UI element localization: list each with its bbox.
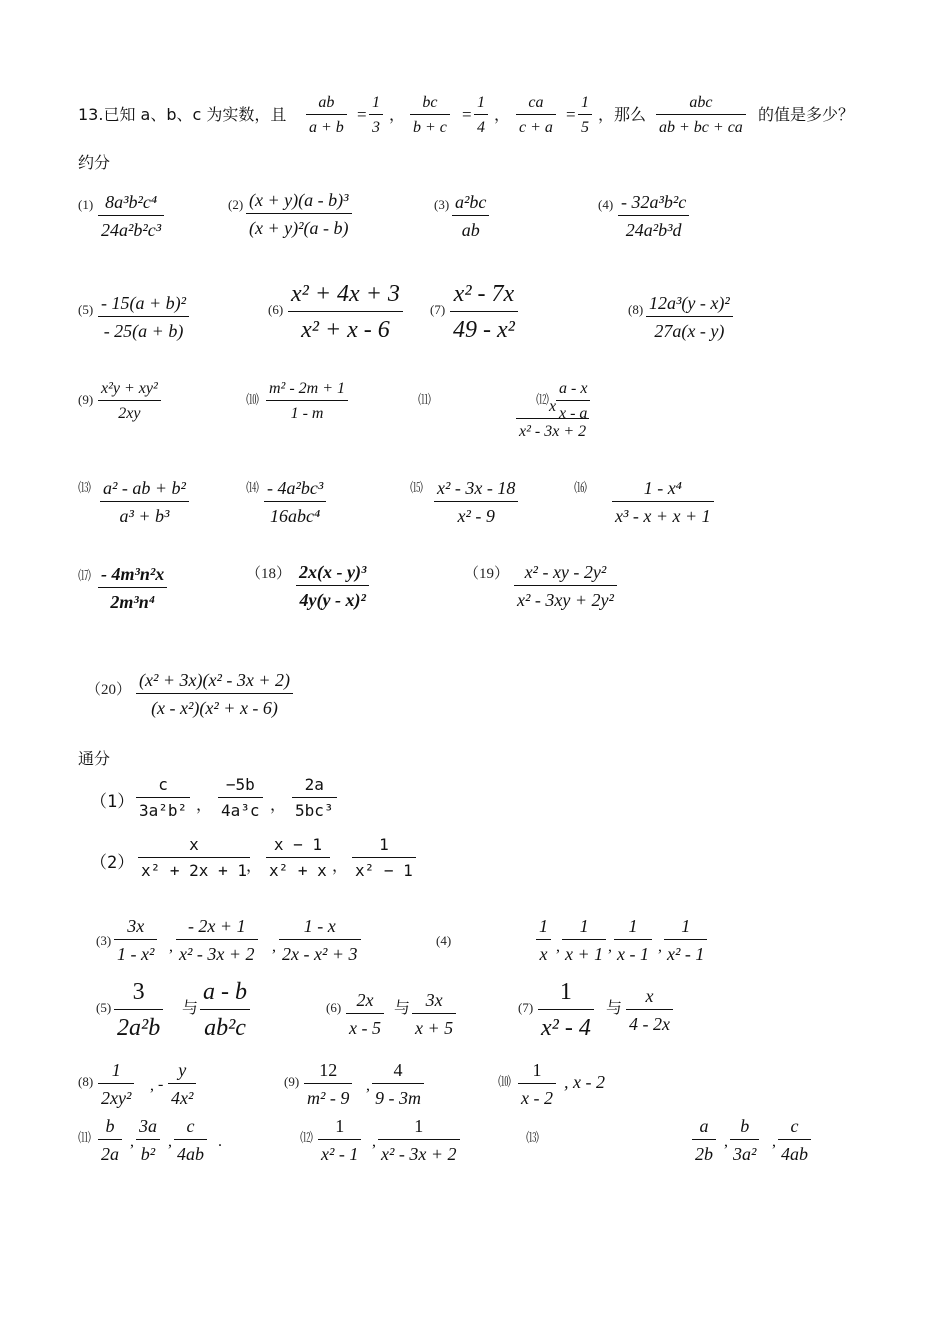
comma: , [556, 938, 560, 955]
item-label: （19） [464, 566, 510, 582]
item-label: (3) [96, 933, 112, 948]
comma: , [168, 1133, 172, 1150]
item-label: （18） [246, 566, 292, 582]
section-heading-tongfen: 通分 [78, 749, 111, 768]
item-label: ⑽ [246, 392, 260, 407]
problem-13-then: ，那么 [598, 105, 647, 124]
reduce-fraction-5: - 15(a + b)² - 25(a + b) [98, 291, 189, 343]
reduce-fraction-17: - 4m³n²x 2m³n⁴ [98, 562, 167, 614]
common-fraction: x 4 - 2x [626, 984, 673, 1036]
comma: ， [196, 795, 213, 814]
item-label: ⑽ [498, 1074, 512, 1089]
common-fraction: 3x x + 5 [412, 988, 456, 1040]
reduce-fraction-18: 2x(x - y)³ 4y(y - x)² [296, 560, 369, 612]
item-label: (6) [268, 302, 284, 317]
common-fraction: −5b 4a³c [218, 774, 263, 822]
common-fraction: 1 x - 1 [614, 914, 652, 966]
reduce-fraction-15: x² - 3x - 18 x² - 9 [434, 476, 518, 528]
comma: , [169, 938, 173, 955]
item-label: (5) [78, 302, 94, 317]
common-fraction: c 4ab [174, 1114, 207, 1166]
item-label: (8) [78, 1074, 94, 1089]
item-label: (5) [96, 1000, 112, 1015]
reduce-fraction-9: x²y + xy² 2xy [98, 378, 161, 424]
rhs-fraction-3: 1 5 [578, 92, 592, 138]
reduce-fraction-12: x x² - 3x + 2 [516, 396, 589, 442]
item-label: (7) [430, 302, 446, 317]
item-label: (7) [518, 1000, 534, 1015]
item-label: ⒃ [574, 480, 588, 495]
item-label: ⒀ [526, 1130, 540, 1145]
item-label: ⒄ [78, 568, 92, 583]
yu-connector: 与 [182, 998, 199, 1017]
item-label: ⑾ [418, 392, 432, 407]
common-fraction: 2x x - 5 [346, 988, 384, 1040]
comma: ， [270, 795, 287, 814]
common-fraction: 2a 5bc³ [292, 774, 337, 822]
period: . [218, 1133, 222, 1150]
common-fraction: a 2b [692, 1114, 716, 1166]
common-fraction: 1 x - 2 [518, 1058, 556, 1110]
common-fraction: 1 x² - 4 [538, 976, 594, 1044]
condition-fraction-2: bc b + c [410, 92, 450, 138]
common-fraction: 1 x² - 3x + 2 [378, 1114, 460, 1166]
item-label: (9) [78, 392, 94, 407]
common-fraction: 1 x² − 1 [352, 834, 416, 882]
reduce-fraction-11: a - x x - a [556, 378, 590, 424]
item-label: (4) [598, 197, 614, 212]
comma: ， [389, 105, 406, 124]
reduce-fraction-14: - 4a²bc³ 16abc⁴ [264, 476, 326, 528]
common-fraction: c 4ab [778, 1114, 811, 1166]
item-label: ⑿ [300, 1130, 314, 1145]
common-fraction: 4 9 - 3m [372, 1058, 424, 1110]
rhs-fraction-1: 1 3 [369, 92, 383, 138]
reduce-fraction-10: m² - 2m + 1 1 - m [266, 378, 348, 424]
common-fraction: b 3a² [730, 1114, 759, 1166]
common-fraction: c 3a²b² [136, 774, 190, 822]
problem-13-intro: 13.已知 a、b、c 为实数，且 [78, 105, 287, 124]
equals-sign: = [462, 105, 472, 124]
condition-fraction-1: ab a + b [306, 92, 347, 138]
reduce-fraction-1: 8a³b²c⁴ 24a²b²c³ [98, 190, 164, 242]
item-label: (4) [436, 933, 452, 948]
comma: ， [332, 856, 349, 875]
reduce-fraction-19: x² - xy - 2y² x² - 3xy + 2y² [514, 560, 617, 612]
equals-sign: = [357, 105, 367, 124]
item-label: (6) [326, 1000, 342, 1015]
common-fraction: a - b ab²c [200, 976, 250, 1044]
yu-connector: 与 [606, 998, 623, 1017]
reduce-fraction-2: (x + y)(a - b)³ (x + y)²(a - b) [246, 188, 352, 240]
common-fraction: 3 2a²b [114, 976, 163, 1044]
section-heading-yuefen: 约分 [78, 153, 111, 172]
common-fraction: y 4x² [168, 1058, 196, 1110]
item-label: ⒁ [246, 480, 260, 495]
item-label: (9) [284, 1074, 300, 1089]
tail-expression: , x - 2 [564, 1072, 605, 1092]
reduce-fraction-13: a² - ab + b² a³ + b³ [100, 476, 189, 528]
common-fraction: x − 1 x² + x [266, 834, 330, 882]
reduce-fraction-7: x² - 7x 49 - x² [450, 278, 518, 346]
reduce-fraction-4: - 32a³b²c 24a²b³d [618, 190, 689, 242]
common-fraction: 1 x² - 1 [318, 1114, 361, 1166]
item-label: (3) [434, 197, 450, 212]
common-fraction: 3a b² [136, 1114, 160, 1166]
item-label: (2) [228, 197, 244, 212]
target-fraction: abc ab + bc + ca [656, 92, 746, 138]
common-fraction: 1 2xy² [98, 1058, 134, 1110]
yu-connector: 与 [394, 998, 411, 1017]
problem-13-question: 的值是多少？ [758, 105, 855, 124]
reduce-fraction-3: a²bc ab [452, 190, 489, 242]
condition-fraction-3: ca c + a [516, 92, 556, 138]
item-label: ⒀ [78, 480, 92, 495]
minus-sign: - [158, 1076, 164, 1093]
item-label: （20） [86, 682, 132, 698]
common-fraction: 1 x + 1 [562, 914, 606, 966]
comma: ， [494, 105, 511, 124]
reduce-fraction-6: x² + 4x + 3 x² + x - 6 [288, 278, 403, 346]
common-fraction: x x² + 2x + 1 [138, 834, 250, 882]
rhs-fraction-2: 1 4 [474, 92, 488, 138]
common-fraction: - 2x + 1 x² - 3x + 2 [176, 914, 258, 966]
common-fraction: 12 m² - 9 [304, 1058, 352, 1110]
comma: , [724, 1133, 728, 1150]
item-label: ⑿ [536, 392, 550, 407]
reduce-fraction-16: 1 - x⁴ x³ - x + x + 1 [612, 476, 714, 528]
item-label: (8) [628, 302, 644, 317]
common-fraction: 1 x [536, 914, 551, 966]
comma: , [608, 938, 612, 955]
comma: , [366, 1077, 370, 1094]
common-fraction: 1 - x 2x - x² + 3 [279, 914, 361, 966]
item-label: ⑾ [78, 1130, 92, 1145]
common-fraction: b 2a [98, 1114, 122, 1166]
comma: , [130, 1133, 134, 1150]
item-label: （2） [90, 853, 135, 873]
comma: ， [246, 856, 263, 875]
common-fraction: 1 x² - 1 [664, 914, 707, 966]
comma: , [772, 1133, 776, 1150]
comma: , [272, 938, 276, 955]
comma: , [372, 1133, 376, 1150]
comma: , [150, 1077, 154, 1094]
item-label: (1) [78, 197, 94, 212]
reduce-fraction-8: 12a³(y - x)² 27a(x - y) [646, 291, 733, 343]
item-label: ⒂ [410, 480, 424, 495]
equals-sign: = [566, 105, 576, 124]
reduce-fraction-20: (x² + 3x)(x² - 3x + 2) (x - x²)(x² + x - 6) [136, 668, 293, 720]
comma: , [658, 938, 662, 955]
item-label: （1） [90, 792, 135, 812]
common-fraction: 3x 1 - x² [114, 914, 157, 966]
